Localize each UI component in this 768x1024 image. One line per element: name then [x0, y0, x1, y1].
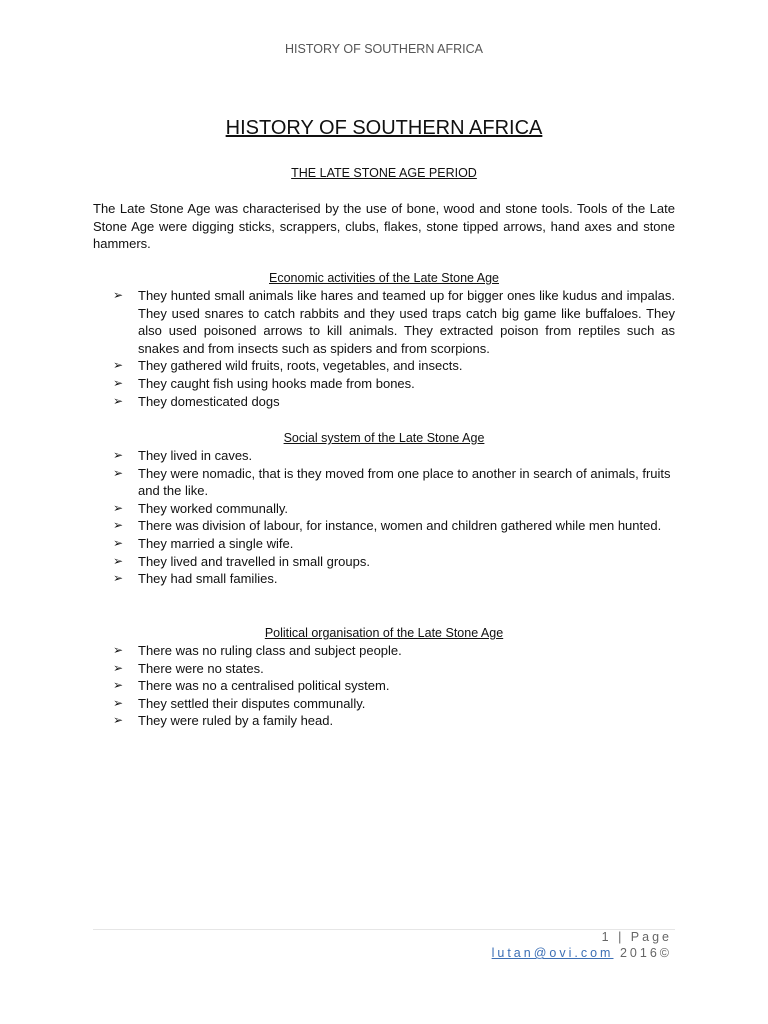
list-item-text: They worked communally. [138, 500, 289, 516]
section-social-system [93, 429, 675, 588]
arrow-bullet-icon: ➢ [113, 553, 124, 568]
list-item-text: They domesticated dogs [138, 393, 280, 409]
list-item-text: They lived in caves. [138, 448, 253, 463]
section-heading: Political organisation of the Late Stone Age [264, 626, 504, 640]
arrow-bullet-icon: ➢ [113, 393, 124, 408]
list-item [93, 695, 675, 713]
list-item [93, 535, 675, 553]
arrow-bullet-icon: ➢ [113, 288, 124, 302]
list-item-text: There were no states. [138, 660, 264, 676]
list-item [93, 642, 675, 660]
list-item [93, 570, 675, 588]
copyright-icon: © [659, 946, 672, 960]
list-item [93, 660, 675, 678]
list-item-text: They had small families. [138, 571, 278, 587]
arrow-bullet-icon: ➢ [113, 678, 124, 693]
list-item [93, 287, 675, 357]
arrow-bullet-icon: ➢ [113, 448, 124, 462]
section-economic-activities [93, 269, 675, 410]
list-item-text: They lived and travelled in small groups. [138, 553, 370, 569]
document-subtitle: THE LATE STONE AGE PERIOD [291, 166, 477, 180]
list-item-text: There was no a centralised political system. [138, 678, 390, 694]
page-number [602, 930, 672, 944]
list-item [93, 553, 675, 571]
list-item-text: They hunted small animals like hares and teamed up for bigger ones like kudus and impalas. They used snares to catch rabbits and they used traps catch big game like buffaloes. They also used poisoned arrows to kill animals. They extracted poison from reptiles such as snakes and from insects such as spiders and from scorpions. [138, 288, 675, 356]
list-item-text: There was division of labour, for instance, women and children gathered while men hunted. [138, 518, 662, 534]
arrow-bullet-icon: ➢ [113, 375, 124, 390]
list-item [93, 357, 675, 375]
list-item [93, 375, 675, 393]
arrow-bullet-icon: ➢ [113, 465, 124, 480]
footer-year: 2016 [619, 946, 660, 960]
bullet-list [93, 447, 675, 588]
page-number-value: 1 [601, 930, 612, 944]
section-political-organisation [93, 624, 675, 730]
email-link[interactable]: lutan@ovi.com [491, 946, 614, 960]
list-item [93, 393, 675, 411]
arrow-bullet-icon: ➢ [113, 660, 124, 675]
bullet-list [93, 642, 675, 730]
list-item-text: They were nomadic, that is they moved from one place to another in search of animals, fruits and the like. [138, 465, 671, 499]
arrow-bullet-icon: ➢ [113, 643, 124, 657]
arrow-bullet-icon: ➢ [113, 571, 124, 586]
arrow-bullet-icon: ➢ [113, 713, 124, 728]
section-heading: Social system of the Late Stone Age [283, 431, 485, 445]
list-item [93, 447, 675, 465]
intro-paragraph: The Late Stone Age was characterised by the use of bone, wood and stone tools. Tools of the Late Stone Age were digging sticks, scrappers, clubs, flakes, stone tipped arrows, hand axes and stone hammers. [93, 201, 675, 252]
list-item-text: They settled their disputes communally. [138, 695, 366, 711]
footer-contact [492, 946, 672, 960]
list-item-text: They gathered wild fruits, roots, vegetables, and insects. [138, 358, 463, 374]
footer-divider [93, 929, 675, 930]
list-item [93, 712, 675, 730]
arrow-bullet-icon: ➢ [113, 500, 124, 515]
list-item [93, 500, 675, 518]
section-heading: Economic activities of the Late Stone Age [269, 271, 499, 285]
arrow-bullet-icon: ➢ [113, 358, 124, 373]
page-number-separator: | [618, 930, 625, 944]
list-item-text: There was no ruling class and subject people. [138, 643, 402, 658]
bullet-list [93, 287, 675, 410]
arrow-bullet-icon: ➢ [113, 518, 124, 533]
arrow-bullet-icon: ➢ [113, 695, 124, 710]
list-item [93, 517, 675, 535]
list-item-text: They were ruled by a family head. [138, 713, 334, 729]
running-header: HISTORY OF SOUTHERN AFRICA [285, 42, 483, 56]
list-item-text: They married a single wife. [138, 535, 294, 551]
document-title: HISTORY OF SOUTHERN AFRICA [225, 117, 543, 139]
page-label: Page [630, 930, 672, 944]
list-item [93, 465, 675, 500]
list-item [93, 677, 675, 695]
list-item-text: They caught fish using hooks made from bones. [138, 375, 415, 391]
arrow-bullet-icon: ➢ [113, 535, 124, 550]
